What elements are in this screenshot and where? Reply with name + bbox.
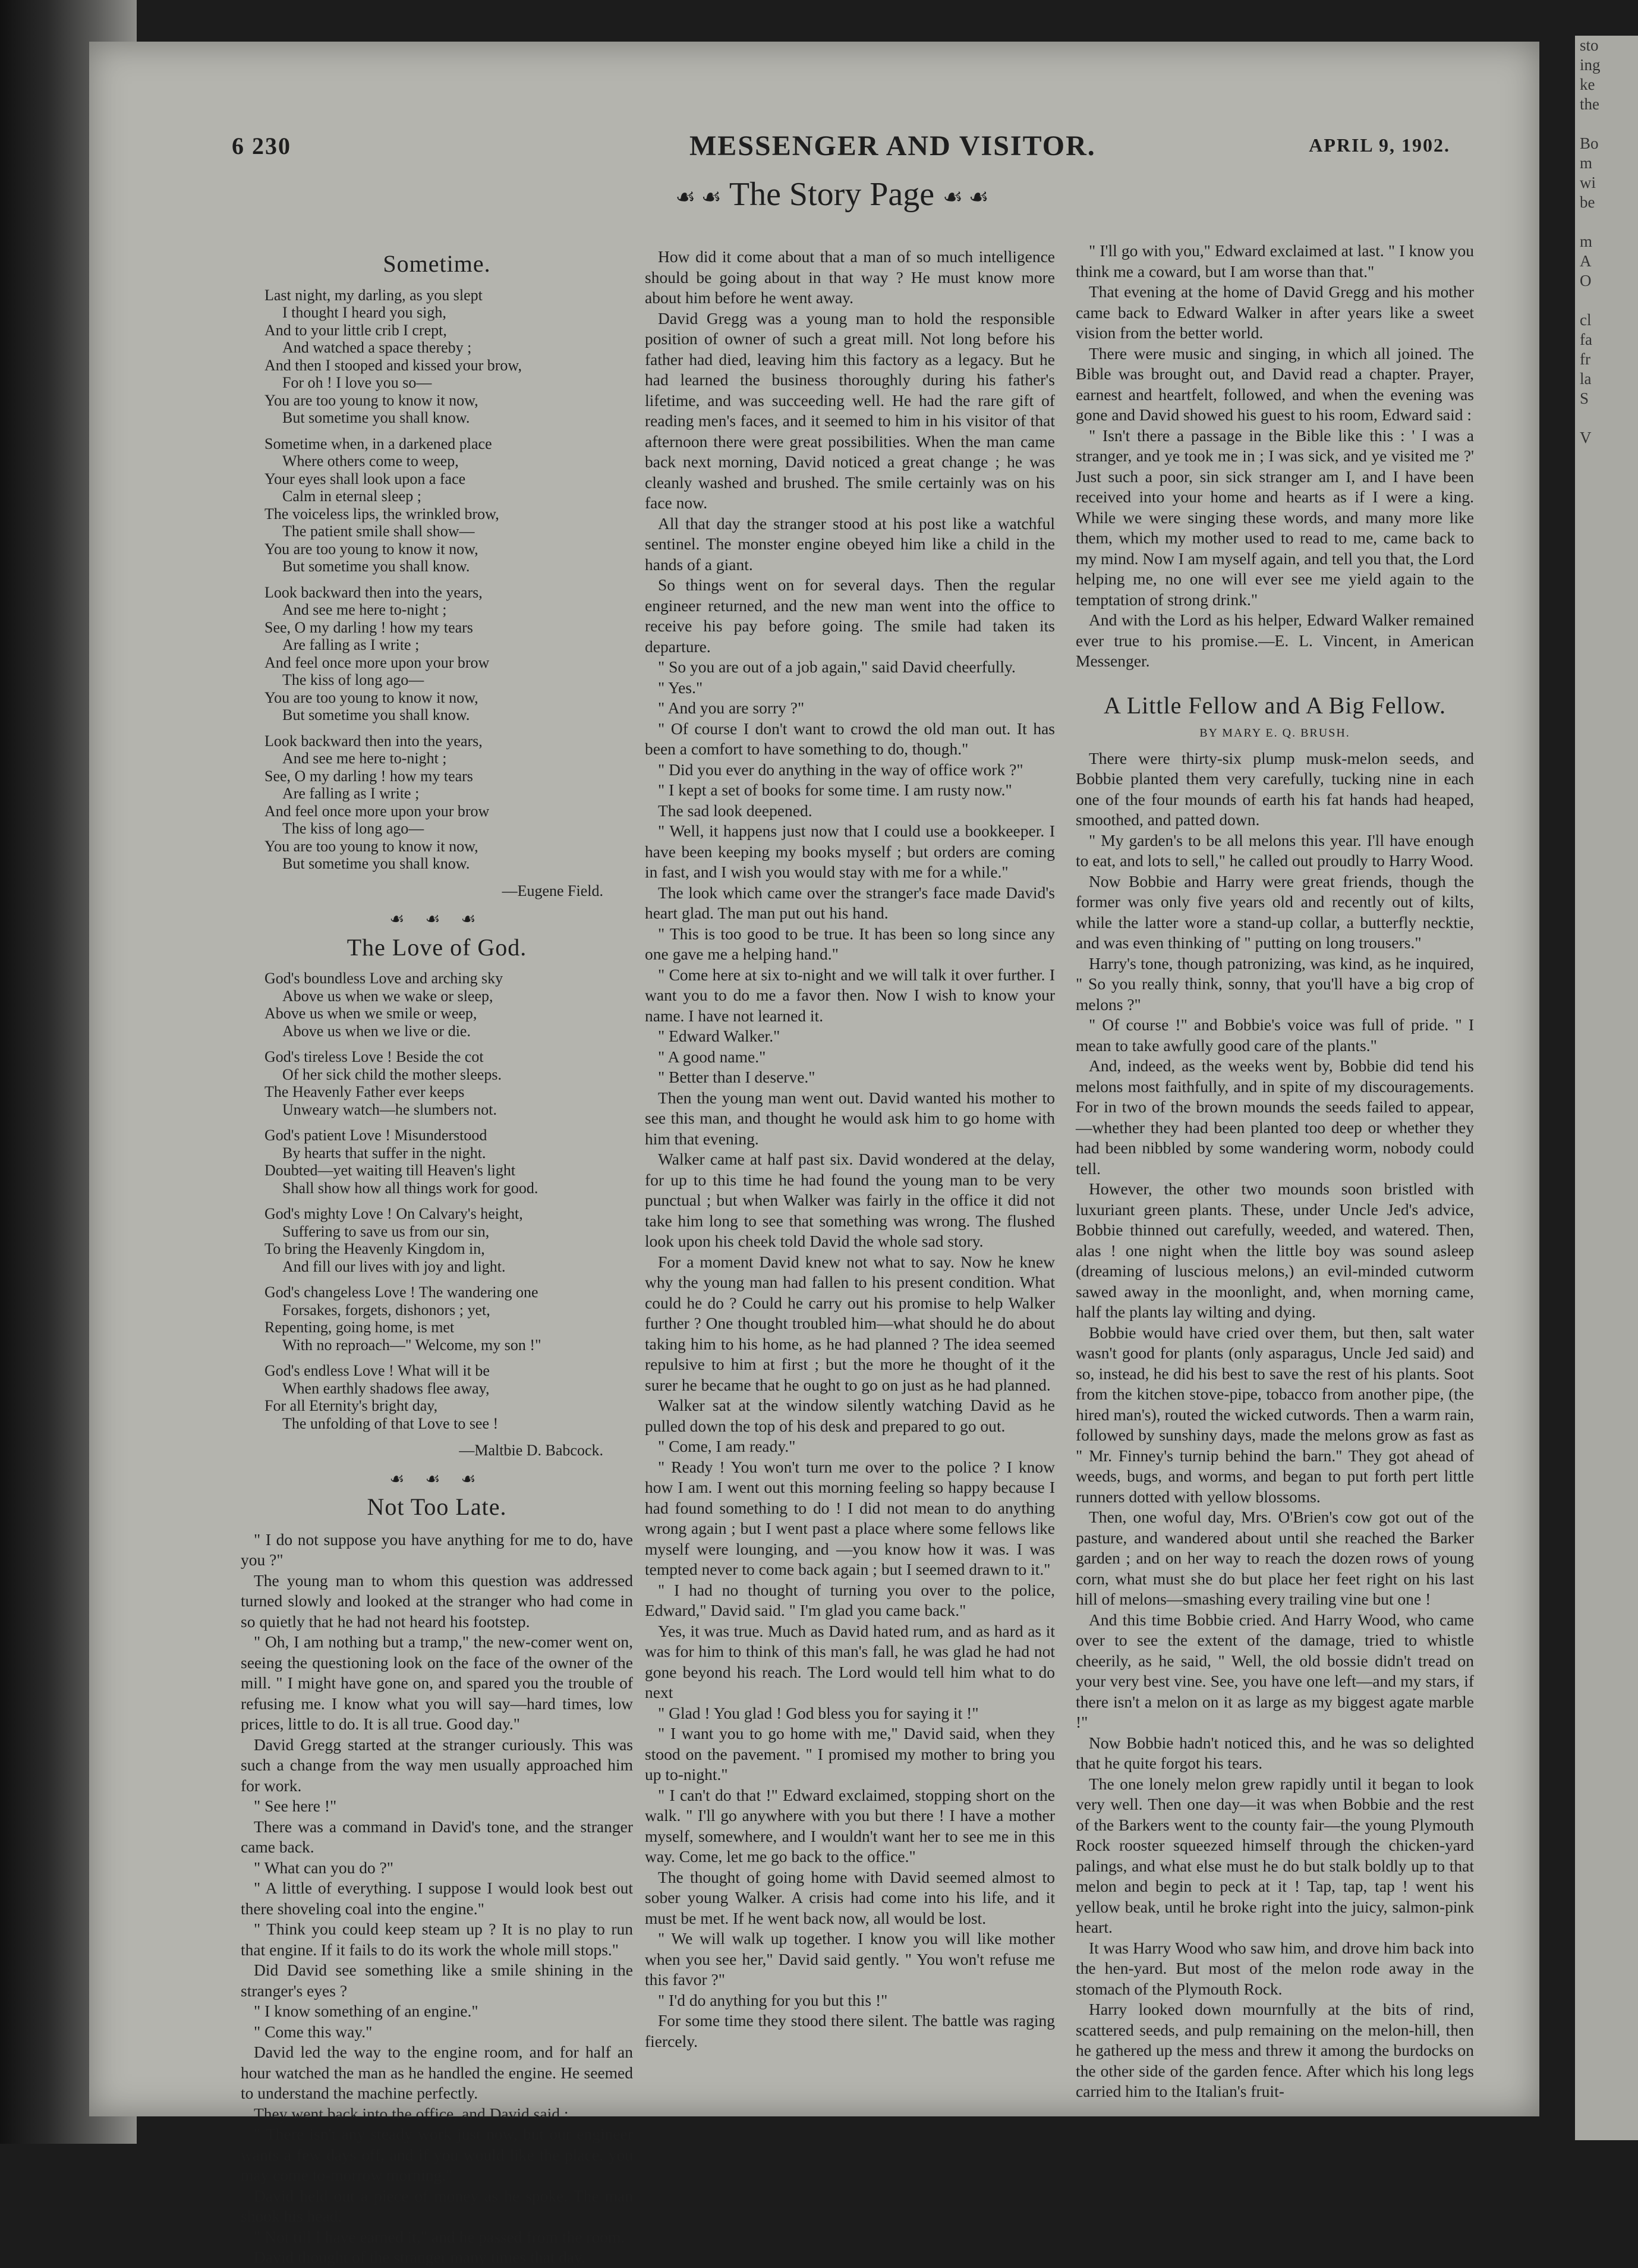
poem-line: Look backward then into the years, bbox=[264, 732, 483, 750]
poem-line: And to your little crib I crept, bbox=[264, 321, 447, 339]
fragment-text bbox=[1580, 114, 1638, 134]
fragment-text: ing bbox=[1580, 56, 1601, 74]
paragraph: David led the way to the engine room, and for half an hour watched the man as he handled the engine. He seemed to understand the machine perfectly. bbox=[241, 2043, 633, 2102]
fragment-text: Bo bbox=[1580, 134, 1599, 152]
paragraph: " Isn't there a passage in the Bible like this : ' I was a stranger, and ye took me in ; I was sick, and ye visited me ?' Just such a poor, sin sick stranger am I, and I have been received into your home and hearts as if I were a king. While we were singing these words, and many more like them, which my mother used to read to me, came back to my mind. Now I am myself again, and tell you that, the Lord helping me, no one will ever see me yield again to the temptation of strong drink." bbox=[1076, 426, 1474, 609]
poem-line: The kiss of long ago— bbox=[282, 820, 424, 837]
paragraph: Then, one woful day, Mrs. O'Brien's cow got out of the pasture, and wandered about until she reached the Barker garden ; and on her way to reach the dozen rows of young corn, what must she do but place her feet right on his last hill of melons—smashing every trailing vine but one ! bbox=[1076, 1508, 1474, 1608]
paragraph: " Edward Walker." bbox=[658, 1027, 780, 1045]
poem-line: For oh ! I love you so— bbox=[282, 374, 432, 391]
poem-line: Are falling as I write ; bbox=[282, 636, 420, 653]
paragraph: It was Harry Wood who saw him, and drove him back into the hen-yard. But most of the melon rode away in the stomach of the Plymouth Rock. bbox=[1076, 1938, 1474, 1998]
poem-line: Of her sick child the mother sleeps. bbox=[282, 1065, 502, 1083]
poem-title-love-of-god: The Love of God. bbox=[346, 933, 527, 961]
adjacent-page-edge bbox=[1575, 36, 1638, 2140]
section-title bbox=[648, 174, 1016, 218]
story-text bbox=[241, 1530, 633, 2268]
paragraph: " A little of everything. I suppose I would look best out there shoveling coal into the engine." bbox=[241, 1879, 633, 1918]
paragraph: And, indeed, as the weeks went by, Bobbie did tend his melons most faithfully, and in spite of my discouragements. For in two of the brown mounds the seeds failed to appear,—whether they had been planted too deep or whether they had been nibbled by some wandering worm, nobody could tell. bbox=[1076, 1056, 1474, 1178]
poem-line: The patient smile shall show— bbox=[282, 523, 475, 540]
paragraph: There was a command in David's tone, and the stranger came back. bbox=[241, 1817, 633, 1856]
paragraph: " Not till I have earned it," and he passed from the room. bbox=[254, 2227, 625, 2246]
story-byline: BY MARY E. Q. BRUSH. bbox=[1199, 726, 1350, 740]
paragraph: For a moment David knew not what to say. Now he knew why the young man had fallen to his present condition. What could he do ? Could he carry out his promise to help Walker further ? One thought troubled him—what should he do about taking him to his home, as he had planned ? The idea seemed repulsive to him at first ; but the more he thought of it the surer he became that he ought to go on just as he had planned. bbox=[645, 1252, 1055, 1394]
poem-line: Repenting, going home, is met bbox=[264, 1319, 455, 1336]
paragraph: The look which came over the stranger's face made David's heart glad. The man put out his hand. bbox=[645, 883, 1055, 922]
poem-line: And then I stooped and kissed your brow, bbox=[264, 356, 522, 374]
fragment-text bbox=[1580, 212, 1638, 232]
poem-line: And feel once more upon your brow bbox=[264, 653, 490, 671]
paragraph: There were thirty-six plump musk-melon seeds, and Bobbie planted them very carefully, tucking nine in each one of the four mounds of earth his fat hands had heaped, smoothed, and patted down. bbox=[1076, 748, 1474, 829]
fragment-text: ke bbox=[1580, 76, 1595, 93]
poem-line: And fill our lives with joy and light. bbox=[282, 1257, 506, 1275]
poem-line: You are too young to know it now, bbox=[264, 391, 478, 409]
paragraph: Harry looked down mournfully at the bits of rind, scattered seeds, and pulp remaining on the melon-hill, then he gathered up the mess and threw it among the burdocks on the other side of the garden fence. After which his long legs carried him to the Italian's fruit- bbox=[1076, 2000, 1474, 2100]
poem-line: Sometime when, in a darkened place bbox=[264, 435, 492, 452]
fragment-text: O bbox=[1580, 272, 1592, 290]
fragment-text: cl bbox=[1580, 311, 1592, 329]
poem-line: Above us when we live or die. bbox=[282, 1022, 471, 1040]
separator-ornament-icon: ☙ ☙ ☙ bbox=[389, 1470, 484, 1489]
poem-line: Doubted—yet waiting till Heaven's light bbox=[264, 1162, 516, 1179]
story-text bbox=[645, 247, 1055, 2052]
poem-line: You are too young to know it now, bbox=[264, 540, 478, 558]
poem-line: With no reproach—" Welcome, my son !" bbox=[282, 1336, 541, 1354]
paragraph: The sad look deepened. bbox=[658, 801, 812, 820]
section-title-text: The Story Page bbox=[729, 176, 935, 213]
paragraph: " Well, it happens just now that I could use a bookkeeper. I have been keeping my books myself ; but orders are coming in fast, and I wish you would stay with me for a while." bbox=[645, 822, 1055, 881]
paragraph: " I can't do that !" Edward exclaimed, stopping short on the walk. " I'll go anywhere with you but there ! I have a mother myself, somewhere, and I wouldn't want her to see me in this way. Come, let me go back to the office." bbox=[645, 1785, 1055, 1866]
poem-line: God's boundless Love and arching sky bbox=[264, 970, 503, 987]
poem-line: When earthly shadows flee away, bbox=[282, 1379, 490, 1397]
poem-line: To bring the Heavenly Kingdom in, bbox=[264, 1240, 485, 1257]
poem-line: Suffering to save us from our sin, bbox=[282, 1222, 490, 1240]
paragraph: " Of course I don't want to crowd the old man out. It has been a comfort to have something to do, though." bbox=[645, 719, 1055, 758]
poem-line: Your eyes shall look upon a face bbox=[264, 470, 466, 487]
paragraph: Now Bobbie hadn't noticed this, and he was so delighted that he quite forgot his tears. bbox=[1076, 1733, 1474, 1772]
poem-line: And see me here to-night ; bbox=[282, 601, 447, 618]
fragment-text: la bbox=[1580, 370, 1592, 388]
poem-line: See, O my darling ! how my tears bbox=[264, 767, 473, 785]
paragraph: The one lonely melon grew rapidly until it began to look very well. Then one day—it was when Bobbie and the rest of the Barkers went to the county fair—the young Plymouth Rock rooster squeezed himself through the chicken-yard palings, and what else must he do but stalk boldly up to that melon and begin to peck at it ! Tap, tap, tap ! went his yellow beak, until he broke right into the juicy, salmon-pink heart. bbox=[1076, 1774, 1474, 1936]
fragment-text bbox=[1580, 291, 1638, 310]
poem-stanza bbox=[264, 1205, 633, 1275]
paragraph: " Did you ever do anything in the way of office work ?" bbox=[658, 760, 1023, 779]
paragraph: And this time Bobbie cried. And Harry Wood, who came over to see the extent of the damage, tried to whistle cheerily, as he said, " Well, the old bossie didn't tread on your very best vine. See, you have one left—and my stars, if there isn't a melon on it as large as my biggest agate marble !" bbox=[1076, 1610, 1474, 1731]
fragment-text: m bbox=[1580, 154, 1593, 172]
poem-line: Look backward then into the years, bbox=[264, 583, 483, 601]
poem-line: God's endless Love ! What will it be bbox=[264, 1362, 490, 1379]
poem-line: God's mighty Love ! On Calvary's height, bbox=[264, 1205, 523, 1222]
ornament-right-icon: ☙ ☙ bbox=[943, 185, 989, 210]
paragraph: David held out a piece of money as he spoke. The man shook his head. bbox=[241, 2186, 633, 2225]
poem-line: You are too young to know it now, bbox=[264, 688, 478, 706]
poem-stanza bbox=[264, 1127, 633, 1197]
poem-line: Where others come to weep, bbox=[282, 452, 459, 470]
paragraph: All that day the stranger stood at his post like a watchful sentinel. The monster engine obeyed him like a child in the hands of a giant. bbox=[645, 514, 1055, 574]
paragraph: " I do not suppose you have anything for me to do, have you ?" bbox=[241, 1530, 633, 1569]
column-3 bbox=[1076, 241, 1474, 2102]
paragraph: And with the Lord as his helper, Edward Walker remained ever true to his promise.—E. L. Vincent, in American Messenger. bbox=[1076, 611, 1474, 670]
poem-sometime-body bbox=[241, 287, 633, 873]
paragraph: " This is too good to be true. It has been so long since any one gave me a helping hand." bbox=[645, 924, 1055, 963]
paragraph: " My garden's to be all melons this year. I'll have enough to eat, and lots to sell," he called out proudly to Harry Wood. bbox=[1076, 831, 1474, 870]
paragraph: " So you are out of a job again," said David cheerfully. bbox=[658, 658, 1016, 676]
poem-stanza bbox=[264, 584, 633, 724]
story-title-not-too-late: Not Too Late. bbox=[367, 1493, 507, 1520]
poem-line: By hearts that suffer in the night. bbox=[282, 1144, 486, 1162]
page-header bbox=[232, 132, 1468, 168]
fragment-text bbox=[1580, 408, 1638, 428]
paragraph: " I had no thought of turning you over to the police, Edward," David said. " I'm glad you came back." bbox=[645, 1580, 1055, 1619]
paragraph: " I kept a set of books for some time. I am rusty now." bbox=[658, 781, 1012, 799]
paragraph: " Come this way." bbox=[254, 2022, 373, 2041]
fragment-text: V bbox=[1580, 429, 1592, 446]
poem-line: Are falling as I write ; bbox=[282, 785, 420, 802]
paragraph: For some time they stood there silent. The battle was raging fiercely. bbox=[645, 2011, 1055, 2050]
poem-line: But sometime you shall know. bbox=[282, 558, 470, 575]
column-2 bbox=[645, 247, 1055, 2052]
separator-ornament-icon: ☙ ☙ ☙ bbox=[389, 910, 484, 929]
poem-stanza bbox=[264, 287, 633, 427]
paragraph: " We will walk up together. I know you will like mother when you see her," David said gently. " You won't refuse me this favor ?" bbox=[645, 1929, 1055, 1989]
fragment-text: the bbox=[1580, 95, 1599, 113]
poem-line: Above us when we smile or weep, bbox=[264, 1005, 477, 1022]
paragraph: The thought of going home with David seemed almost to sober young Walker. A crisis had come into his life, and it must be met. If he went back now, all would be lost. bbox=[645, 1867, 1055, 1927]
poem-line: But sometime you shall know. bbox=[282, 409, 470, 426]
paragraph: There were music and singing, in which all joined. The Bible was brought out, and David read a chapter. Prayer, earnest and heartfelt, followed, and when the evening was gone and David showed his guest to his room, Edward said : bbox=[1076, 344, 1474, 424]
paragraph: " Better than I deserve." bbox=[658, 1068, 815, 1086]
paragraph: Walker sat at the window silently watching David as he pulled down the top of his desk and prepared to go out. bbox=[645, 1396, 1055, 1435]
paragraph: " I know something of an engine." bbox=[254, 2002, 478, 2020]
poem-stanza bbox=[264, 435, 633, 575]
paragraph: " Ready ! You won't turn me over to the police ? I know how I am. I went out this morning feeling so happy because I had found something to do ! I did not mean to do anything wrong again ; but I went past a place where some fellows like myself were lounging, and —you know how it was. I was tempted never to come back again ; but I seemed drawn to it." bbox=[645, 1457, 1055, 1578]
poem-stanza bbox=[264, 732, 633, 873]
poem-line: Shall show how all things work for good. bbox=[282, 1179, 538, 1197]
poem-stanza bbox=[264, 970, 633, 1040]
poem-line: You are too young to know it now, bbox=[264, 837, 478, 855]
poem-line: Calm in eternal sleep ; bbox=[282, 487, 421, 505]
page-number: 6 230 bbox=[232, 133, 291, 159]
paragraph: " Of course !" and Bobbie's voice was full of pride. " I mean to take awfully good care of the plants." bbox=[1076, 1015, 1474, 1055]
poem-line: And see me here to-night ; bbox=[282, 750, 447, 767]
poem-stanza bbox=[264, 1362, 633, 1432]
poem-line: God's changeless Love ! The wandering one bbox=[264, 1284, 538, 1301]
poem-line: Unweary watch—he slumbers not. bbox=[282, 1100, 497, 1118]
paragraph: " I'd do anything for you but this !" bbox=[658, 1990, 888, 2009]
paragraph: " I want you to go home with me," David said, when they stood on the pavement. " I promised my mother to bring you up to-night." bbox=[645, 1724, 1055, 1783]
poem-line: For all Eternity's bright day, bbox=[264, 1397, 438, 1414]
paragraph: " What can you do ?" bbox=[254, 1858, 393, 1877]
masthead-title: MESSENGER AND VISITOR. bbox=[689, 130, 1096, 162]
fragment-text: A bbox=[1580, 252, 1592, 270]
fragment-text: wi bbox=[1580, 174, 1596, 191]
paragraph: However, the other two mounds soon bristled with luxuriant green plants. These, under Uncle Jed's advice, Bobbie thinned out carefully, weeded, and watered. Then, alas ! one night when the little boy was sound asleep (dreaming of luscious melons,) an evil-minded cutworm sawed away in the moonlight, and, when morning came, half the plants lay wilting and dying. bbox=[1076, 1179, 1474, 1321]
fragment-text: S bbox=[1580, 389, 1589, 407]
story-text bbox=[1076, 748, 1474, 2102]
fragment-text: be bbox=[1580, 193, 1595, 211]
paragraph: " I'll go with you," Edward exclaimed at last. " I know you think me a coward, but I am worse than that." bbox=[1076, 241, 1474, 281]
poem-line: Above us when we wake or sleep, bbox=[282, 987, 493, 1005]
paragraph: " A good name." bbox=[658, 1047, 766, 1066]
poem-line: The kiss of long ago— bbox=[282, 671, 424, 688]
paragraph: How did it come about that a man of so much intelligence should be going about in that way ? He must know more about him before he went away. bbox=[645, 247, 1055, 307]
paragraph: David Gregg started at the stranger curiously. This was such a change from the way men usually approached him for work. bbox=[241, 1735, 633, 1795]
poem-line: The unfolding of that Love to see ! bbox=[282, 1414, 499, 1432]
paragraph: Yes, it was true. Much as David hated rum, and as hard as it was for him to think of this man's fall, he was glad he had not gone beyond his reach. The Lord would tell him what to do next bbox=[645, 1621, 1055, 1701]
paragraph: Did David see something like a smile shining in the stranger's eyes ? bbox=[241, 1961, 633, 2000]
paragraph: Then the young man went out. David wanted his mother to see this man, and thought he would ask him to go home with him that evening. bbox=[645, 1088, 1055, 1148]
poem-line: And feel once more upon your brow bbox=[264, 802, 490, 820]
poem-line: Last night, my darling, as you slept bbox=[264, 286, 483, 304]
paragraph: Harry's tone, though patronizing, was kind, as he inquired, " So you really think, sonny, that you'll have a big crop of melons ?" bbox=[1076, 954, 1474, 1014]
fragment-text: fr bbox=[1580, 350, 1590, 368]
paragraph: " Glad ! You glad ! God bless you for saying it !" bbox=[658, 1703, 979, 1722]
poem-line: I thought I heard you sigh, bbox=[282, 304, 446, 321]
poem-line: The Heavenly Father ever keeps bbox=[264, 1083, 465, 1100]
poem-stanza bbox=[264, 1048, 633, 1118]
paragraph: They went back into the office, and David said : bbox=[254, 2104, 569, 2123]
poem-line: And watched a space thereby ; bbox=[282, 339, 472, 356]
paragraph: So things went on for several days. Then the regular engineer returned, and the new man went into the office to receive his pay before going. The smile had taken its departure. bbox=[645, 575, 1055, 656]
poem-stanza bbox=[264, 1284, 633, 1354]
poem-line: God's patient Love ! Misunderstood bbox=[264, 1127, 487, 1144]
story-title-little-fellow: A Little Fellow and A Big Fellow. bbox=[1104, 691, 1446, 719]
paragraph: " See here !" bbox=[254, 1797, 337, 1815]
paragraph: Now Bobbie and Harry were great friends, though the former was only five years old and recently out of kilts, while the latter wore a stand-up collar, a butterfly necktie, and was even thinking of " putting on long trousers." bbox=[1076, 872, 1474, 952]
paragraph: " Yes." bbox=[658, 678, 703, 697]
poem-line: But sometime you shall know. bbox=[282, 706, 470, 724]
paragraph: " Think you could keep steam up ? It is no play to run that engine. If it fails to do its work the whole mill stops." bbox=[241, 1920, 633, 1959]
story-text bbox=[1076, 241, 1474, 672]
poem-line: God's tireless Love ! Beside the cot bbox=[264, 1048, 484, 1065]
paragraph: Walker came at half past six. David wondered at the delay, for up to this time he had found the young man to be very punctual ; but when Walker was fairly in the office it did not take him long to see that something was wrong. The flushed look upon his cheek told David the whole sad story. bbox=[645, 1150, 1055, 1250]
paragraph: " Come, I am ready." bbox=[658, 1437, 796, 1455]
poem-attribution: —Eugene Field. bbox=[502, 882, 603, 899]
paragraph: That evening at the home of David Gregg and his mother came back to Edward Walker in after years like a sweet vision from the better world. bbox=[1076, 282, 1474, 342]
paragraph: " Oh, I am nothing but a tramp," the new-comer went on, seeing the questioning look on the face of the owner of the mill. " I might have gone on, and spared you the trouble of refusing me. I know what you will say—hard times, low prices, little to do. It is all true. Good day." bbox=[241, 1632, 633, 1733]
poem-line: Forsakes, forgets, dishonors ; yet, bbox=[282, 1301, 490, 1319]
fragment-text: sto bbox=[1580, 36, 1599, 54]
poem-line: See, O my darling ! how my tears bbox=[264, 618, 473, 636]
paragraph: " Come here at six to-night and we will talk it over further. I want you to do me a favor then. Now I wish to know your name. I have not learned it. bbox=[645, 965, 1055, 1025]
paragraph: The young man to whom this question was addressed turned slowly and looked at the stranger who had come in so quietly that he had not heard his footstep. bbox=[241, 1571, 633, 1631]
paragraph: Bobbie would have cried over them, but then, salt water wasn't good for plants (only asparagus, Uncle Jed said) and so, instead, he did his best to save the rest of his plants. Soot from the kitchen stove-pipe, tobacco from another pipe, (the hired man's), routed the wicked cutwords. Then a warm rain, followed by sunshiny days, made the melons grow as fast as " Mr. Finney's turnip behind the barn." They got ahead of weeds, bugs, and worms, and began to put forth pert little runners dotted with yellow blossoms. bbox=[1076, 1323, 1474, 1506]
paragraph: David Gregg was a young man to hold the responsible position of owner of such a great mill. Not long before his father had died, leaving him this factory as a legacy. But he had learned the business thoroughly during his father's lifetime, and was succeeding well. He had the rare gift of reading men's faces, and it seemed to him in his visitor of that afternoon there were great possibilities. When the man came back next morning, David noticed a great change ; he was cleanly washed and brushed. The smile certainly was on his face now. bbox=[645, 309, 1055, 512]
poem-title-sometime: Sometime. bbox=[383, 250, 491, 277]
paragraph: " There isn't any steady work just now, but our engineer wants a few days off, and if you would like the place, you may come to-morrow morning." bbox=[241, 2125, 633, 2184]
poem-line: But sometime you shall know. bbox=[282, 855, 470, 872]
fragment-text: m bbox=[1580, 232, 1593, 250]
poem-love-of-god-body bbox=[241, 970, 633, 1432]
poem-line: The voiceless lips, the wrinkled brow, bbox=[264, 505, 499, 523]
issue-date: APRIL 9, 1902. bbox=[1309, 134, 1450, 156]
ornament-left-icon: ☙ ☙ bbox=[675, 185, 722, 210]
fragment-text: fa bbox=[1580, 331, 1592, 348]
paragraph: " And you are sorry ?" bbox=[658, 699, 805, 717]
column-1 bbox=[241, 247, 633, 2268]
poem-attribution: —Maltbie D. Babcock. bbox=[459, 1442, 603, 1459]
paragraph: David thought of the stranger many times that day. bbox=[254, 2248, 586, 2266]
